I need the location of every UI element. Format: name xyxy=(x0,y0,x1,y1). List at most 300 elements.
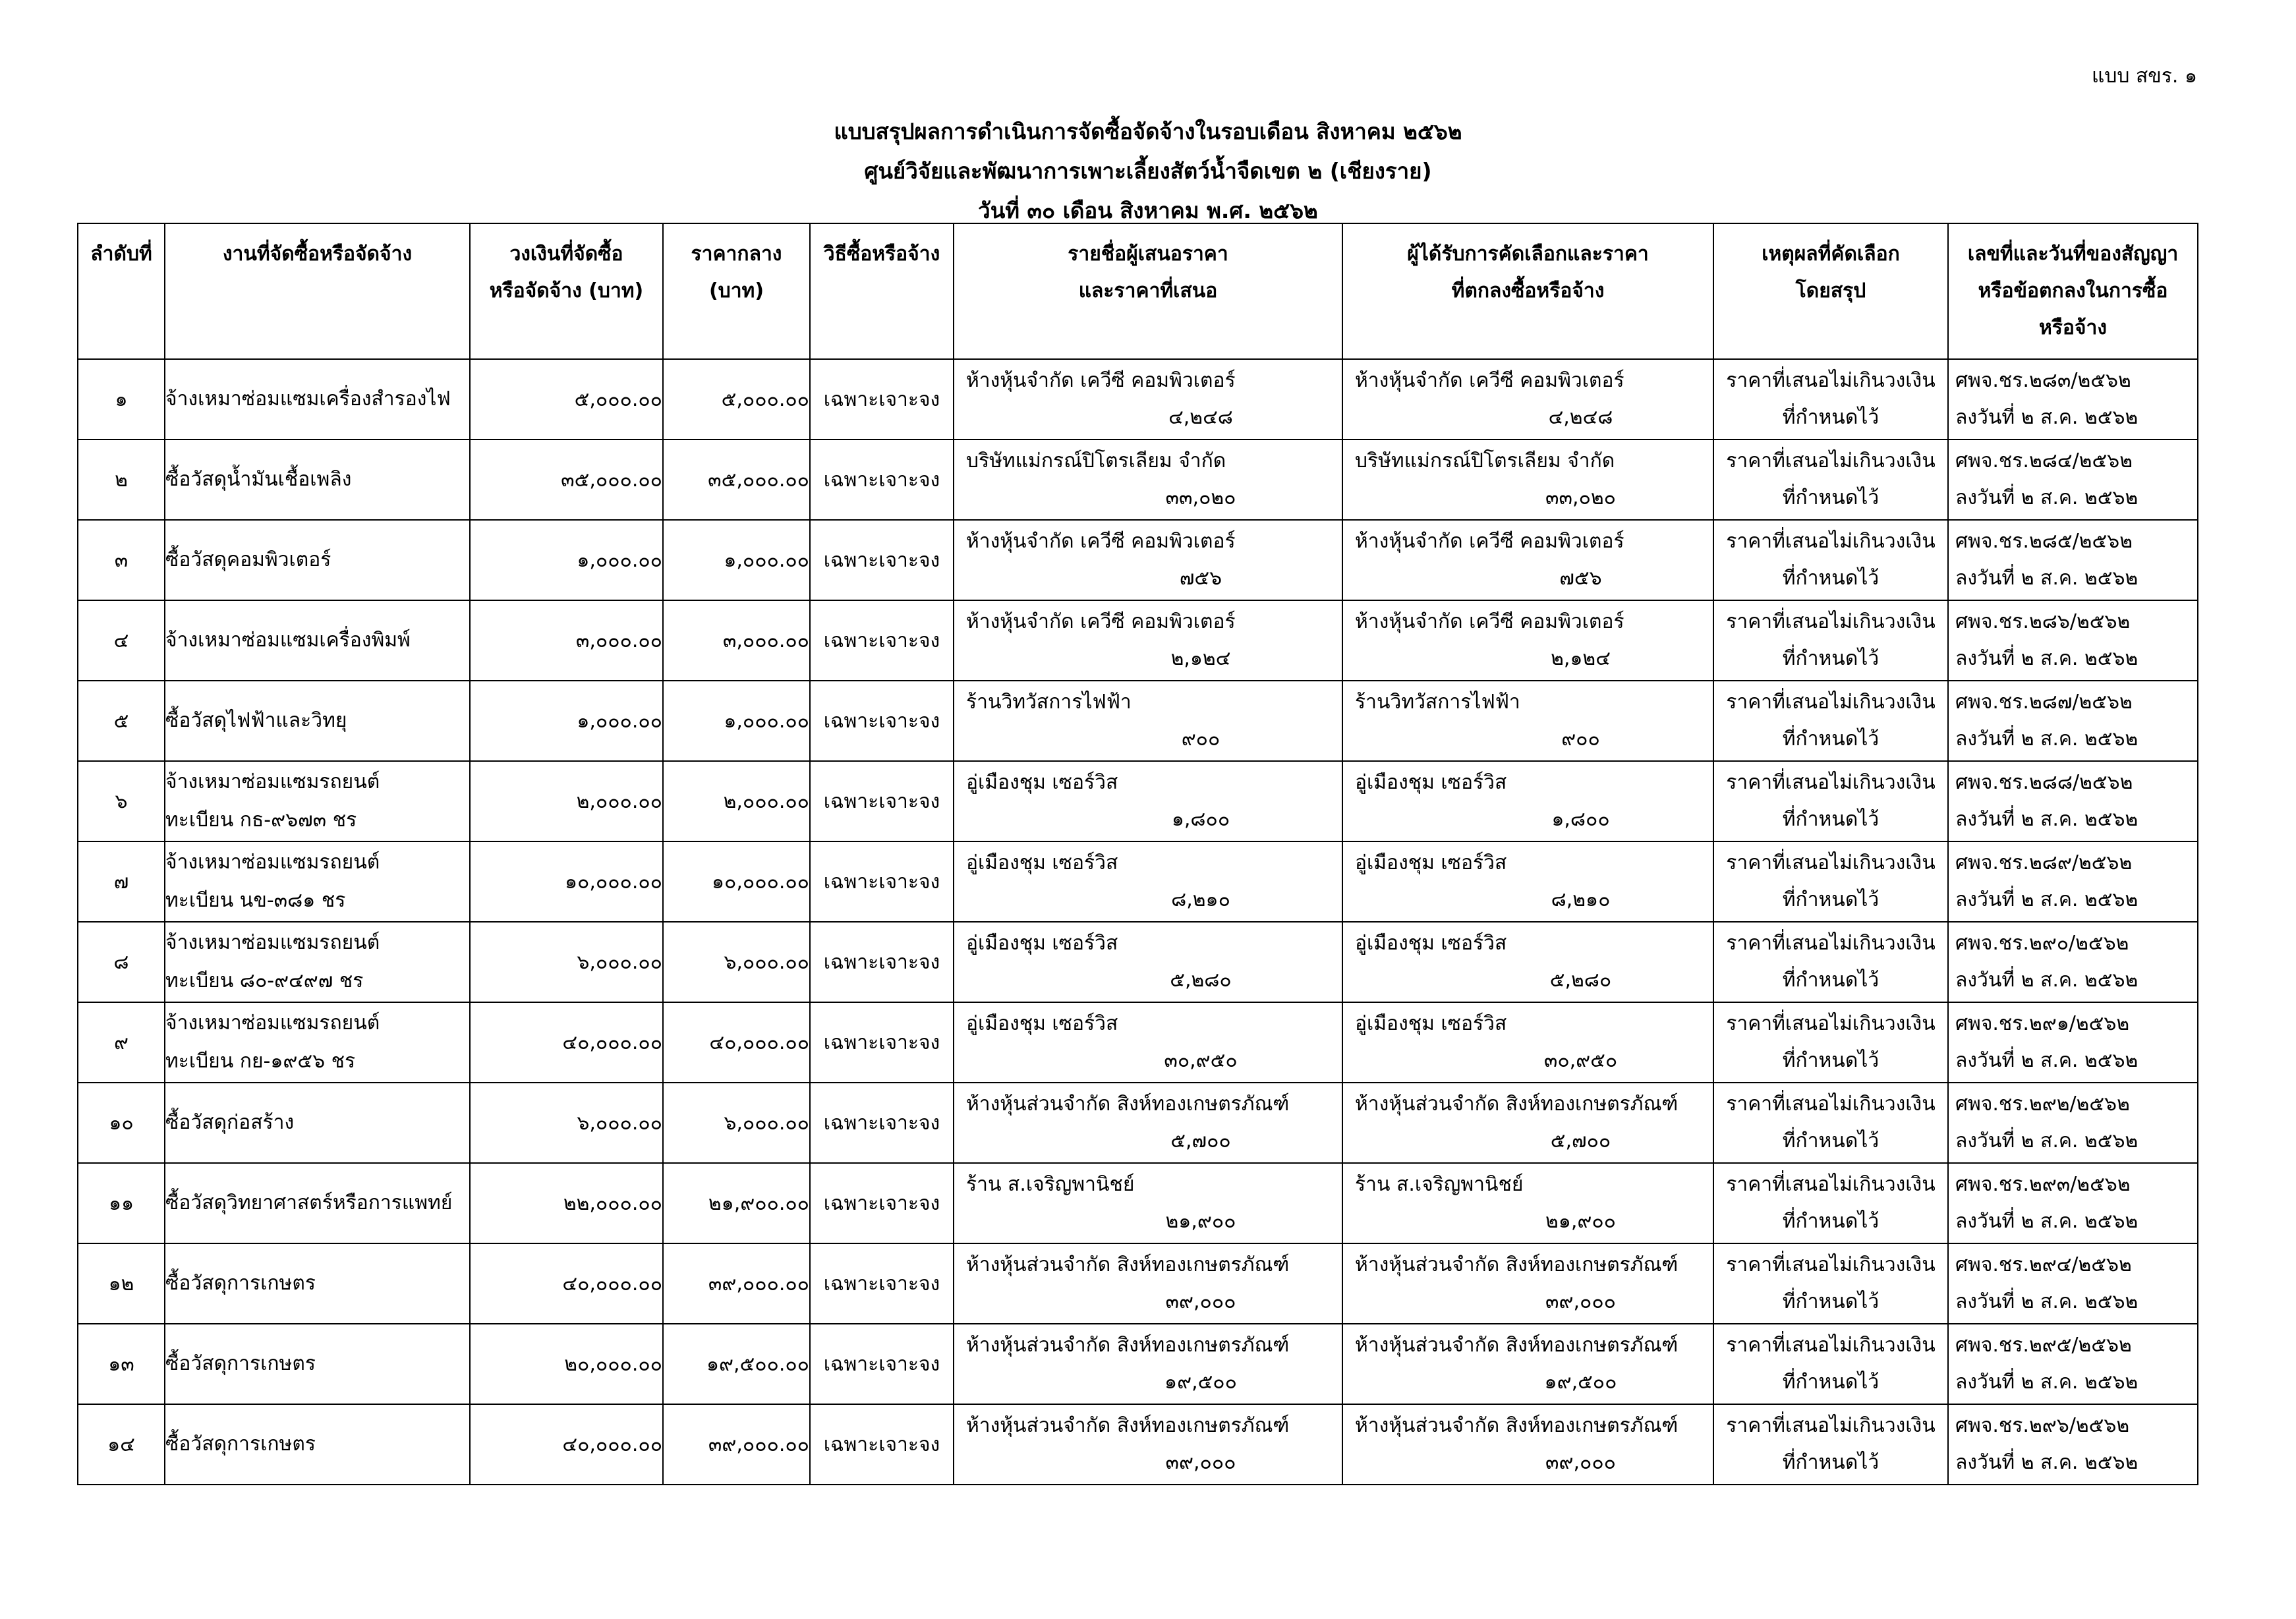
row-number xyxy=(78,1002,165,1083)
budget-amount-text: ๑๐,๐๐๐.๐๐ xyxy=(565,870,662,894)
median-price xyxy=(663,1163,810,1243)
selection-reason-line: ที่กำหนดไว้ xyxy=(1782,1049,1880,1072)
median-price xyxy=(663,1404,810,1485)
median-price xyxy=(663,1243,810,1324)
contract-reference xyxy=(1948,600,2198,681)
row-number-text: ๑๒ xyxy=(108,1272,134,1295)
column-header-line: งานที่จัดซื้อหรือจัดจ้าง xyxy=(222,242,413,266)
budget-amount xyxy=(470,1002,663,1083)
budget-amount-text: ๓๕,๐๐๐.๐๐ xyxy=(561,468,662,492)
median-price-text: ๖,๐๐๐.๐๐ xyxy=(724,950,809,974)
selection-reason-line: ราคาที่เสนอไม่เกินวงเงิน xyxy=(1726,1334,1936,1357)
contract-reference xyxy=(1948,922,2198,1002)
procurement-method xyxy=(810,1163,954,1243)
selected-vendor-and-price xyxy=(1342,1243,1713,1324)
selection-reason xyxy=(1713,1324,1948,1404)
row-number xyxy=(78,440,165,520)
procurement-method-text: เฉพาะเจาะจง xyxy=(823,468,940,492)
contract-date: ลงวันที่ ๒ ส.ค. ๒๕๖๒ xyxy=(1955,1049,2138,1072)
budget-amount xyxy=(470,359,663,440)
procurement-item xyxy=(165,1163,470,1243)
column-header xyxy=(470,223,663,359)
table-row xyxy=(78,841,2198,922)
column-header xyxy=(78,223,165,359)
document-date: วันที่ ๓๐ เดือน สิงหาคม พ.ศ. ๒๕๖๒ xyxy=(978,198,1318,223)
bidder-and-offer xyxy=(954,1163,1342,1243)
selection-reason xyxy=(1713,841,1948,922)
selected-vendor-name: ร้าน ส.เจริญพานิชย์ xyxy=(1355,1173,1524,1196)
bidder-name: อู่เมืองชุม เซอร์วิส xyxy=(966,1012,1118,1035)
column-header-line: วงเงินที่จัดซื้อ xyxy=(509,242,623,266)
selected-vendor-and-price xyxy=(1342,1083,1713,1163)
bidder-and-offer xyxy=(954,922,1342,1002)
selected-vendor-name: ห้างหุ้นส่วนจำกัด สิงห์ทองเกษตรภัณฑ์ xyxy=(1355,1093,1679,1116)
table-row xyxy=(78,1324,2198,1404)
row-number xyxy=(78,1163,165,1243)
median-price xyxy=(663,761,810,841)
row-number-text: ๑๐ xyxy=(109,1111,134,1135)
procurement-method xyxy=(810,1324,954,1404)
table-row xyxy=(78,761,2198,841)
row-number-text: ๔ xyxy=(113,629,129,652)
bidder-and-offer xyxy=(954,1404,1342,1485)
bidder-name: บริษัทแม่กรณ์ปิโตรเลียม จำกัด xyxy=(966,449,1226,472)
row-number-text: ๒ xyxy=(115,468,128,492)
agreed-price: ๗๕๖ xyxy=(1559,567,1602,590)
selected-vendor-name: อู่เมืองชุม เซอร์วิส xyxy=(1355,771,1507,794)
row-number-text: ๑๓ xyxy=(108,1352,134,1376)
selected-vendor-and-price xyxy=(1342,1002,1713,1083)
agreed-price: ๘,๒๑๐ xyxy=(1551,888,1611,911)
row-number-text: ๗ xyxy=(113,870,129,894)
table-row xyxy=(78,440,2198,520)
procurement-item xyxy=(165,1083,470,1163)
bidder-name: อู่เมืองชุม เซอร์วิส xyxy=(966,932,1118,955)
procurement-method xyxy=(810,520,954,600)
procurement-item-line: ทะเบียน กธ-๙๖๗๓ ชร xyxy=(165,809,357,832)
selection-reason xyxy=(1713,440,1948,520)
contract-date: ลงวันที่ ๒ ส.ค. ๒๕๖๒ xyxy=(1955,406,2138,429)
selected-vendor-and-price xyxy=(1342,761,1713,841)
selected-vendor-name: อู่เมืองชุม เซอร์วิส xyxy=(1355,932,1507,955)
median-price-text: ๑๐,๐๐๐.๐๐ xyxy=(712,870,809,894)
procurement-item xyxy=(165,681,470,761)
selection-reason-line: ที่กำหนดไว้ xyxy=(1782,1129,1880,1152)
bidder-name: ห้างหุ้นจำกัด เควีซี คอมพิวเตอร์ xyxy=(966,369,1236,392)
procurement-item-line: ทะเบียน กย-๑๙๕๖ ชร xyxy=(165,1050,356,1073)
selection-reason-line: ที่กำหนดไว้ xyxy=(1782,486,1880,509)
median-price-text: ๖,๐๐๐.๐๐ xyxy=(724,1111,809,1135)
procurement-method-text: เฉพาะเจาะจง xyxy=(823,1272,940,1295)
bidder-name: ร้าน ส.เจริญพานิชย์ xyxy=(966,1173,1135,1196)
budget-amount xyxy=(470,600,663,681)
selection-reason xyxy=(1713,1404,1948,1485)
selection-reason xyxy=(1713,922,1948,1002)
median-price xyxy=(663,359,810,440)
bid-price: ๒๑,๙๐๐ xyxy=(1165,1210,1236,1233)
selection-reason-line: ราคาที่เสนอไม่เกินวงเงิน xyxy=(1726,932,1936,955)
budget-amount xyxy=(470,520,663,600)
selected-vendor-and-price xyxy=(1342,359,1713,440)
bidder-and-offer xyxy=(954,600,1342,681)
table-row xyxy=(78,1002,2198,1083)
bidder-and-offer xyxy=(954,761,1342,841)
median-price xyxy=(663,1324,810,1404)
budget-amount-text: ๒,๐๐๐.๐๐ xyxy=(576,789,662,813)
median-price-text: ๓๕,๐๐๐.๐๐ xyxy=(708,468,809,492)
selected-vendor-and-price xyxy=(1342,1324,1713,1404)
table-row xyxy=(78,1243,2198,1324)
column-header xyxy=(810,223,954,359)
procurement-item xyxy=(165,440,470,520)
selection-reason-line: ที่กำหนดไว้ xyxy=(1782,567,1880,590)
selection-reason xyxy=(1713,520,1948,600)
column-header-line: วิธีซื้อหรือจ้าง xyxy=(823,242,940,266)
table-row xyxy=(78,1404,2198,1485)
contract-date: ลงวันที่ ๒ ส.ค. ๒๕๖๒ xyxy=(1955,1371,2138,1394)
procurement-item xyxy=(165,922,470,1002)
median-price-text: ๑๙,๕๐๐.๐๐ xyxy=(706,1352,809,1376)
selection-reason-line: ราคาที่เสนอไม่เกินวงเงิน xyxy=(1726,530,1936,553)
contract-date: ลงวันที่ ๒ ส.ค. ๒๕๖๒ xyxy=(1955,727,2138,751)
median-price-text: ๓,๐๐๐.๐๐ xyxy=(722,629,809,652)
row-number xyxy=(78,520,165,600)
column-header xyxy=(165,223,470,359)
column-header-line: หรือจ้าง xyxy=(2039,316,2107,339)
row-number xyxy=(78,1083,165,1163)
table-row xyxy=(78,1163,2198,1243)
column-header xyxy=(1342,223,1713,359)
table-row xyxy=(78,681,2198,761)
procurement-item xyxy=(165,1324,470,1404)
contract-date: ลงวันที่ ๒ ส.ค. ๒๕๖๒ xyxy=(1955,1210,2138,1233)
table-row xyxy=(78,922,2198,1002)
column-header xyxy=(1713,223,1948,359)
row-number xyxy=(78,1324,165,1404)
procurement-method-text: เฉพาะเจาะจง xyxy=(823,870,940,894)
selection-reason-line: ราคาที่เสนอไม่เกินวงเงิน xyxy=(1726,771,1936,794)
procurement-method-text: เฉพาะเจาะจง xyxy=(823,789,940,813)
table-body xyxy=(78,359,2198,1485)
median-price-text: ๒๑,๙๐๐.๐๐ xyxy=(708,1191,809,1215)
procurement-method-text: เฉพาะเจาะจง xyxy=(823,1191,940,1215)
procurement-method-text: เฉพาะเจาะจง xyxy=(823,950,940,974)
procurement-item xyxy=(165,600,470,681)
row-number-text: ๕ xyxy=(113,709,129,733)
contract-number: ศพจ.ชร.๒๙๓/๒๕๖๒ xyxy=(1955,1173,2131,1196)
budget-amount-text: ๑,๐๐๐.๐๐ xyxy=(577,548,662,572)
contract-reference xyxy=(1948,1163,2198,1243)
bidder-name: ห้างหุ้นส่วนจำกัด สิงห์ทองเกษตรภัณฑ์ xyxy=(966,1253,1290,1276)
median-price xyxy=(663,841,810,922)
selected-vendor-and-price xyxy=(1342,681,1713,761)
bidder-and-offer xyxy=(954,520,1342,600)
selected-vendor-and-price xyxy=(1342,922,1713,1002)
procurement-item-line: จ้างเหมาซ่อมแซมเครื่องสำรองไฟ xyxy=(165,387,451,411)
procurement-method xyxy=(810,1002,954,1083)
procurement-item-line: ทะเบียน ๘๐-๙๔๙๗ ชร xyxy=(165,969,364,992)
bid-price: ๕,๗๐๐ xyxy=(1170,1129,1231,1152)
selected-vendor-name: อู่เมืองชุม เซอร์วิส xyxy=(1355,1012,1507,1035)
row-number-text: ๘ xyxy=(113,950,129,974)
budget-amount-text: ๔๐,๐๐๐.๐๐ xyxy=(562,1433,662,1456)
budget-amount-text: ๔๐,๐๐๐.๐๐ xyxy=(562,1031,662,1054)
row-number xyxy=(78,761,165,841)
selection-reason-line: ราคาที่เสนอไม่เกินวงเงิน xyxy=(1726,449,1936,472)
procurement-method xyxy=(810,1404,954,1485)
procurement-item-line: จ้างเหมาซ่อมแซมรถยนต์ xyxy=(165,1011,380,1035)
column-header-line: ราคากลาง xyxy=(691,242,782,266)
contract-reference xyxy=(1948,1324,2198,1404)
bid-price: ๙๐๐ xyxy=(1181,727,1220,751)
row-number-text: ๙ xyxy=(114,1031,129,1054)
agreed-price: ๓๙,๐๐๐ xyxy=(1545,1451,1616,1474)
median-price-text: ๕,๐๐๐.๐๐ xyxy=(721,387,809,411)
contract-number: ศพจ.ชร.๒๙๕/๒๕๖๒ xyxy=(1955,1334,2132,1357)
row-number-text: ๑๑ xyxy=(108,1191,134,1215)
median-price-text: ๔๐,๐๐๐.๐๐ xyxy=(709,1031,809,1054)
procurement-method-text: เฉพาะเจาะจง xyxy=(823,629,940,652)
selection-reason xyxy=(1713,1243,1948,1324)
procurement-item-line: ซื้อวัสดุคอมพิวเตอร์ xyxy=(165,548,331,571)
bidder-and-offer xyxy=(954,1002,1342,1083)
agreed-price: ๔,๒๔๘ xyxy=(1548,406,1613,429)
procurement-item xyxy=(165,841,470,922)
procurement-item-line: ซื้อวัสดุน้ำมันเชื้อเพลิง xyxy=(165,468,352,491)
selection-reason-line: ที่กำหนดไว้ xyxy=(1782,1290,1880,1313)
table-row xyxy=(78,520,2198,600)
agreed-price: ๕,๒๘๐ xyxy=(1549,969,1612,992)
contract-number: ศพจ.ชร.๒๘๓/๒๕๖๒ xyxy=(1955,369,2131,392)
bid-price: ๔,๒๔๘ xyxy=(1168,406,1233,429)
selection-reason-line: ที่กำหนดไว้ xyxy=(1782,1210,1880,1233)
bidder-name: อู่เมืองชุม เซอร์วิส xyxy=(966,771,1118,794)
selected-vendor-and-price xyxy=(1342,1163,1713,1243)
median-price xyxy=(663,681,810,761)
table-row xyxy=(78,600,2198,681)
row-number-text: ๖ xyxy=(115,789,128,813)
contract-number: ศพจ.ชร.๒๙๑/๒๕๖๒ xyxy=(1955,1012,2130,1035)
median-price-text: ๓๙,๐๐๐.๐๐ xyxy=(708,1433,809,1456)
agreed-price: ๒,๑๒๔ xyxy=(1551,647,1611,670)
contract-number: ศพจ.ชร.๒๘๘/๒๕๖๒ xyxy=(1955,771,2133,794)
procurement-item xyxy=(165,1002,470,1083)
selection-reason-line: ที่กำหนดไว้ xyxy=(1782,808,1880,831)
contract-date: ลงวันที่ ๒ ส.ค. ๒๕๖๒ xyxy=(1955,567,2138,590)
column-header-line: หรือจัดจ้าง (บาท) xyxy=(489,279,644,302)
selection-reason-line: ที่กำหนดไว้ xyxy=(1782,727,1880,751)
agreed-price: ๓๓,๐๒๐ xyxy=(1545,486,1616,509)
contract-number: ศพจ.ชร.๒๙๐/๒๕๖๒ xyxy=(1955,932,2129,955)
selected-vendor-name: ห้างหุ้นจำกัด เควีซี คอมพิวเตอร์ xyxy=(1355,610,1624,633)
median-price-text: ๒,๐๐๐.๐๐ xyxy=(723,789,809,813)
table-row xyxy=(78,1083,2198,1163)
column-header-line: (บาท) xyxy=(708,279,764,302)
budget-amount xyxy=(470,1163,663,1243)
procurement-item-line: จ้างเหมาซ่อมแซมรถยนต์ xyxy=(165,931,380,954)
selected-vendor-name: ห้างหุ้นส่วนจำกัด สิงห์ทองเกษตรภัณฑ์ xyxy=(1355,1414,1679,1437)
contract-date: ลงวันที่ ๒ ส.ค. ๒๕๖๒ xyxy=(1955,969,2138,992)
procurement-item-line: ซื้อวัสดุการเกษตร xyxy=(165,1272,316,1295)
budget-amount-text: ๒๐,๐๐๐.๐๐ xyxy=(564,1352,662,1376)
agreed-price: ๑,๘๐๐ xyxy=(1551,808,1610,831)
row-number xyxy=(78,1404,165,1485)
procurement-method xyxy=(810,761,954,841)
bid-price: ๓๙,๐๐๐ xyxy=(1165,1451,1236,1474)
procurement-item-line: ซื้อวัสดุก่อสร้าง xyxy=(165,1111,295,1134)
bid-price: ๓๙,๐๐๐ xyxy=(1165,1290,1236,1313)
procurement-method xyxy=(810,841,954,922)
selected-vendor-and-price xyxy=(1342,841,1713,922)
row-number xyxy=(78,359,165,440)
table-row xyxy=(78,359,2198,440)
selected-vendor-name: ห้างหุ้นส่วนจำกัด สิงห์ทองเกษตรภัณฑ์ xyxy=(1355,1334,1679,1357)
budget-amount-text: ๒๒,๐๐๐.๐๐ xyxy=(563,1191,662,1215)
selection-reason xyxy=(1713,681,1948,761)
bidder-name: ห้างหุ้นส่วนจำกัด สิงห์ทองเกษตรภัณฑ์ xyxy=(966,1093,1290,1116)
agreed-price: ๓๐,๙๕๐ xyxy=(1543,1049,1618,1072)
selected-vendor-name: อู่เมืองชุม เซอร์วิส xyxy=(1355,851,1507,874)
procurement-item-line: ซื้อวัสดุการเกษตร xyxy=(165,1352,316,1375)
agreed-price: ๙๐๐ xyxy=(1561,727,1600,751)
selection-reason-line: ที่กำหนดไว้ xyxy=(1782,888,1880,911)
budget-amount xyxy=(470,1404,663,1485)
selection-reason xyxy=(1713,1083,1948,1163)
contract-date: ลงวันที่ ๒ ส.ค. ๒๕๖๒ xyxy=(1955,1451,2138,1474)
contract-reference xyxy=(1948,841,2198,922)
procurement-item-line: ทะเบียน นข-๓๘๑ ชร xyxy=(165,889,346,912)
budget-amount xyxy=(470,841,663,922)
contract-reference xyxy=(1948,359,2198,440)
procurement-item xyxy=(165,1243,470,1324)
procurement-method-text: เฉพาะเจาะจง xyxy=(823,548,940,572)
contract-date: ลงวันที่ ๒ ส.ค. ๒๕๖๒ xyxy=(1955,647,2138,670)
contract-reference xyxy=(1948,1083,2198,1163)
procurement-method xyxy=(810,681,954,761)
median-price xyxy=(663,520,810,600)
selected-vendor-and-price xyxy=(1342,600,1713,681)
contract-reference xyxy=(1948,761,2198,841)
bid-price: ๒,๑๒๔ xyxy=(1170,647,1231,670)
procurement-method-text: เฉพาะเจาะจง xyxy=(823,1433,940,1456)
selection-reason-line: ราคาที่เสนอไม่เกินวงเงิน xyxy=(1726,1414,1936,1437)
procurement-item-line: ซื้อวัสดุวิทยาศาสตร์หรือการแพทย์ xyxy=(165,1191,453,1214)
form-code: แบบ สขร. ๑ xyxy=(2091,65,2197,88)
procurement-method xyxy=(810,922,954,1002)
procurement-item-line: ซื้อวัสดุไฟฟ้าและวิทยุ xyxy=(165,709,347,732)
procurement-item-line: ซื้อวัสดุการเกษตร xyxy=(165,1433,316,1456)
bidder-name: ห้างหุ้นจำกัด เควีซี คอมพิวเตอร์ xyxy=(966,610,1236,633)
header-row xyxy=(78,223,2198,359)
column-header xyxy=(663,223,810,359)
procurement-method-text: เฉพาะเจาะจง xyxy=(823,709,940,733)
agreed-price: ๑๙,๕๐๐ xyxy=(1544,1371,1617,1394)
median-price xyxy=(663,1083,810,1163)
contract-date: ลงวันที่ ๒ ส.ค. ๒๕๖๒ xyxy=(1955,808,2138,831)
bidder-and-offer xyxy=(954,359,1342,440)
bid-price: ๑,๘๐๐ xyxy=(1171,808,1230,831)
procurement-item xyxy=(165,761,470,841)
bidder-name: ห้างหุ้นส่วนจำกัด สิงห์ทองเกษตรภัณฑ์ xyxy=(966,1414,1290,1437)
contract-number: ศพจ.ชร.๒๙๒/๒๕๖๒ xyxy=(1955,1093,2130,1116)
selected-vendor-name: ห้างหุ้นจำกัด เควีซี คอมพิวเตอร์ xyxy=(1355,530,1624,553)
budget-amount xyxy=(470,440,663,520)
document-title-block xyxy=(0,112,2296,231)
contract-reference xyxy=(1948,1002,2198,1083)
median-price xyxy=(663,600,810,681)
row-number xyxy=(78,681,165,761)
contract-number: ศพจ.ชร.๒๘๙/๒๕๖๒ xyxy=(1955,851,2133,874)
column-header-line: รายชื่อผู้เสนอราคา xyxy=(1068,242,1228,266)
contract-reference xyxy=(1948,520,2198,600)
bidder-name: ร้านวิทวัสการไฟฟ้า xyxy=(966,691,1132,714)
procurement-item xyxy=(165,520,470,600)
selection-reason-line: ที่กำหนดไว้ xyxy=(1782,1451,1880,1474)
procurement-method-text: เฉพาะเจาะจง xyxy=(823,1111,940,1135)
median-price xyxy=(663,440,810,520)
column-header-line: และราคาที่เสนอ xyxy=(1078,279,1218,302)
median-price xyxy=(663,1002,810,1083)
selection-reason-line: ราคาที่เสนอไม่เกินวงเงิน xyxy=(1726,1093,1936,1116)
budget-amount xyxy=(470,681,663,761)
bidder-and-offer xyxy=(954,440,1342,520)
budget-amount-text: ๔๐,๐๐๐.๐๐ xyxy=(562,1272,662,1295)
column-header-line: เหตุผลที่คัดเลือก xyxy=(1762,242,1900,266)
procurement-method-text: เฉพาะเจาะจง xyxy=(823,387,940,411)
budget-amount xyxy=(470,922,663,1002)
row-number-text: ๓ xyxy=(114,548,129,572)
contract-number: ศพจ.ชร.๒๘๕/๒๕๖๒ xyxy=(1955,530,2133,553)
contract-reference xyxy=(1948,1243,2198,1324)
budget-amount xyxy=(470,1324,663,1404)
selected-vendor-name: ร้านวิทวัสการไฟฟ้า xyxy=(1355,691,1520,714)
procurement-item-line: จ้างเหมาซ่อมแซมรถยนต์ xyxy=(165,770,380,793)
row-number xyxy=(78,1243,165,1324)
procurement-method xyxy=(810,359,954,440)
bid-price: ๓๐,๙๕๐ xyxy=(1164,1049,1238,1072)
bidder-name: ห้างหุ้นส่วนจำกัด สิงห์ทองเกษตรภัณฑ์ xyxy=(966,1334,1290,1357)
column-header-line: หรือข้อตกลงในการซื้อ xyxy=(1978,279,2168,302)
contract-date: ลงวันที่ ๒ ส.ค. ๒๕๖๒ xyxy=(1955,888,2138,911)
agreed-price: ๒๑,๙๐๐ xyxy=(1545,1210,1616,1233)
contract-date: ลงวันที่ ๒ ส.ค. ๒๕๖๒ xyxy=(1955,1290,2138,1313)
bid-price: ๕,๒๘๐ xyxy=(1170,969,1232,992)
procurement-method xyxy=(810,1083,954,1163)
selected-vendor-and-price xyxy=(1342,520,1713,600)
row-number xyxy=(78,841,165,922)
procurement-item xyxy=(165,359,470,440)
row-number xyxy=(78,922,165,1002)
median-price-text: ๓๙,๐๐๐.๐๐ xyxy=(708,1272,809,1295)
contract-date: ลงวันที่ ๒ ส.ค. ๒๕๖๒ xyxy=(1955,486,2138,509)
procurement-method xyxy=(810,600,954,681)
bidder-and-offer xyxy=(954,1243,1342,1324)
selection-reason-line: ที่กำหนดไว้ xyxy=(1782,647,1880,670)
contract-reference xyxy=(1948,1404,2198,1485)
selection-reason-line: ราคาที่เสนอไม่เกินวงเงิน xyxy=(1726,1173,1936,1196)
selection-reason-line: ราคาที่เสนอไม่เกินวงเงิน xyxy=(1726,369,1936,392)
selection-reason-line: ที่กำหนดไว้ xyxy=(1782,406,1880,429)
bidder-name: อู่เมืองชุม เซอร์วิส xyxy=(966,851,1118,874)
procurement-method-text: เฉพาะเจาะจง xyxy=(823,1352,940,1376)
bid-price: ๑๙,๕๐๐ xyxy=(1164,1371,1237,1394)
median-price-text: ๑,๐๐๐.๐๐ xyxy=(724,709,809,733)
selection-reason xyxy=(1713,1163,1948,1243)
bidder-and-offer xyxy=(954,1324,1342,1404)
column-header xyxy=(954,223,1342,359)
procurement-method xyxy=(810,440,954,520)
bidder-name: ห้างหุ้นจำกัด เควีซี คอมพิวเตอร์ xyxy=(966,530,1236,553)
